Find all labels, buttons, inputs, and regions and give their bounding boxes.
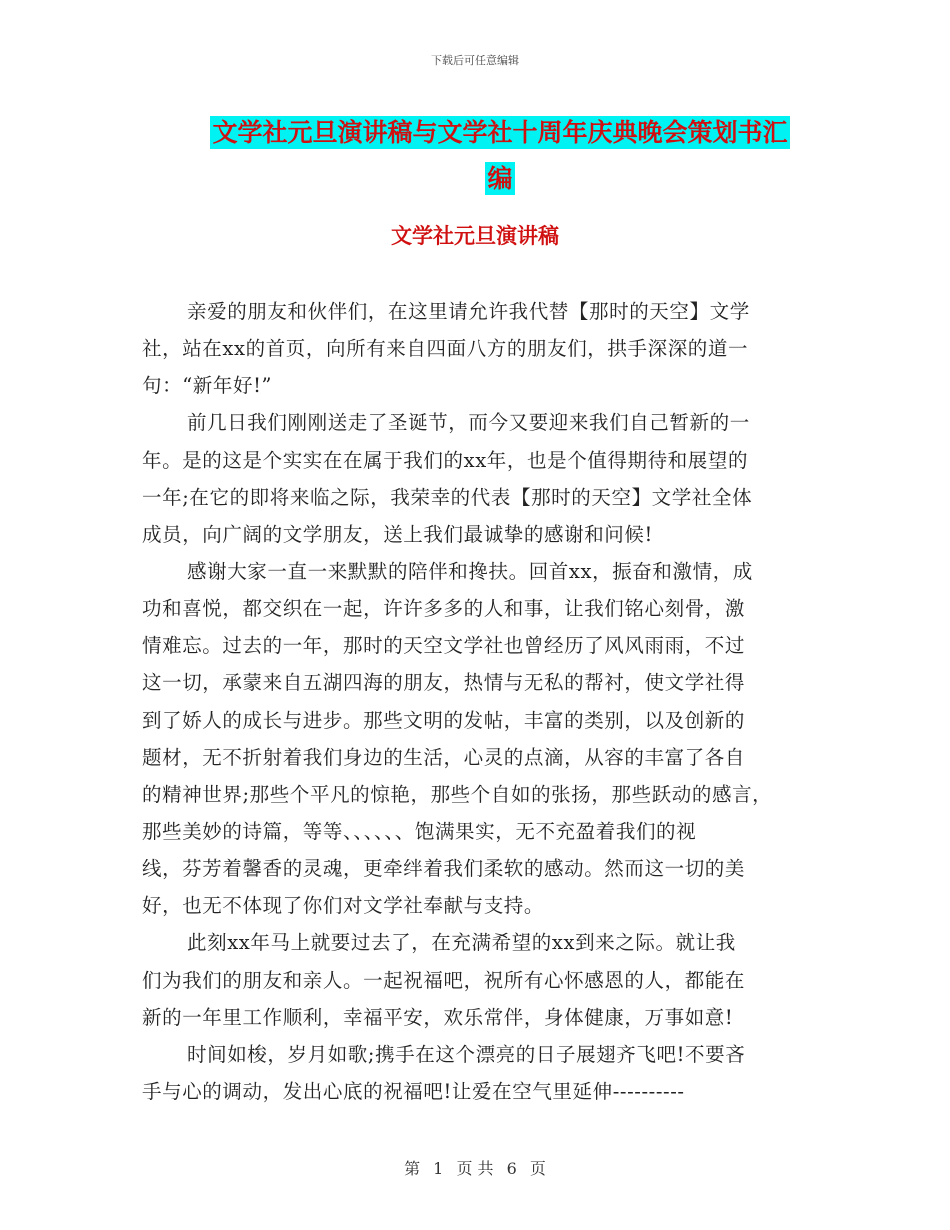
paragraph-line: 前几日我们刚刚送走了圣诞节，而今又要迎来我们自己暂新的一 (187, 411, 750, 435)
paragraph-line: 们为我们的朋友和亲人。一起祝福吧，祝所有心怀感恩的人，都能在 (142, 968, 746, 992)
page-footer (0, 1156, 950, 1179)
page-header-note: 下载后可任意编辑 (431, 54, 519, 67)
document-title-line-1: 文学社元旦演讲稿与文学社十周年庆典晚会策划书汇 (212, 118, 788, 147)
paragraph-line: 手与心的调动，发出心底的祝福吧!让爱在空气里延伸---------- (142, 1079, 685, 1103)
paragraph-line: 情难忘。过去的一年，那时的天空文学社也曾经历了风风雨雨，不过 (142, 634, 746, 658)
paragraph-line: 到了娇人的成长与进步。那些文明的发帖，丰富的类别，以及创新的 (142, 708, 746, 732)
footer-prefix: 第 (404, 1159, 421, 1178)
paragraph-line: 线，芬芳着馨香的灵魂，更牵绊着我们柔软的感动。然而这一切的美 (142, 857, 746, 881)
paragraph-line: 成员，向广阔的文学朋友，送上我们最诚挚的感谢和问候! (142, 522, 653, 546)
paragraph-line: 感谢大家一直一来默默的陪伴和搀扶。回首xx，振奋和激情，成 (187, 559, 753, 583)
paragraph-line: 的精神世界;那些个平凡的惊艳，那些个自如的张扬，那些跃动的感言， (142, 782, 773, 806)
paragraph-line: 年。是的这是个实实在在属于我们的xx年，也是个值得期待和展望的 (142, 448, 749, 472)
paragraph-line: 社，站在xx的首页，向所有来自四面八方的朋友们，拱手深深的道一 (142, 337, 749, 361)
paragraph-line: 亲爱的朋友和伙伴们，在这里请允许我代替【那时的天空】文学 (187, 300, 750, 323)
footer-middle: 页 共 (456, 1159, 494, 1178)
footer-page-number: 1 (433, 1159, 444, 1178)
paragraph-line: 句：“新年好!” (142, 374, 273, 398)
paragraph-line: 那些美妙的诗篇，等等、、、、、、饱满果实，无不充盈着我们的视 (142, 819, 697, 843)
footer-suffix: 页 (529, 1159, 546, 1178)
paragraph-line: 时间如梭，岁月如歌;携手在这个漂亮的日子展翅齐飞吧!不要吝 (187, 1042, 746, 1066)
footer-total-pages: 6 (506, 1159, 517, 1178)
paragraph-line: 新的一年里工作顺利，幸福平安，欢乐常伴，身体健康，万事如意! (142, 1005, 734, 1029)
document-title-line-2: 编 (487, 164, 513, 193)
paragraph-line: 好，也无不体现了你们对文学社奉献与支持。 (142, 894, 545, 918)
paragraph-line: 题材，无不折射着我们身边的生活，心灵的点滴，从容的丰富了各自 (142, 745, 746, 769)
document-title (190, 110, 810, 202)
body-text (142, 293, 812, 1110)
paragraph-line: 这一切，承蒙来自五湖四海的朋友，热情与无私的帮衬，使文学社得 (142, 671, 746, 695)
paragraph-line: 一年;在它的即将来临之际，我荣幸的代表【那时的天空】文学社全体 (142, 485, 753, 509)
paragraph-line: 功和喜悦，都交织在一起，许许多多的人和事，让我们铭心刻骨，激 (142, 597, 746, 621)
paragraph-line: 此刻xx年马上就要过去了，在充满希望的xx到来之际。就让我 (187, 931, 736, 955)
section-heading: 文学社元旦演讲稿 (391, 224, 559, 248)
